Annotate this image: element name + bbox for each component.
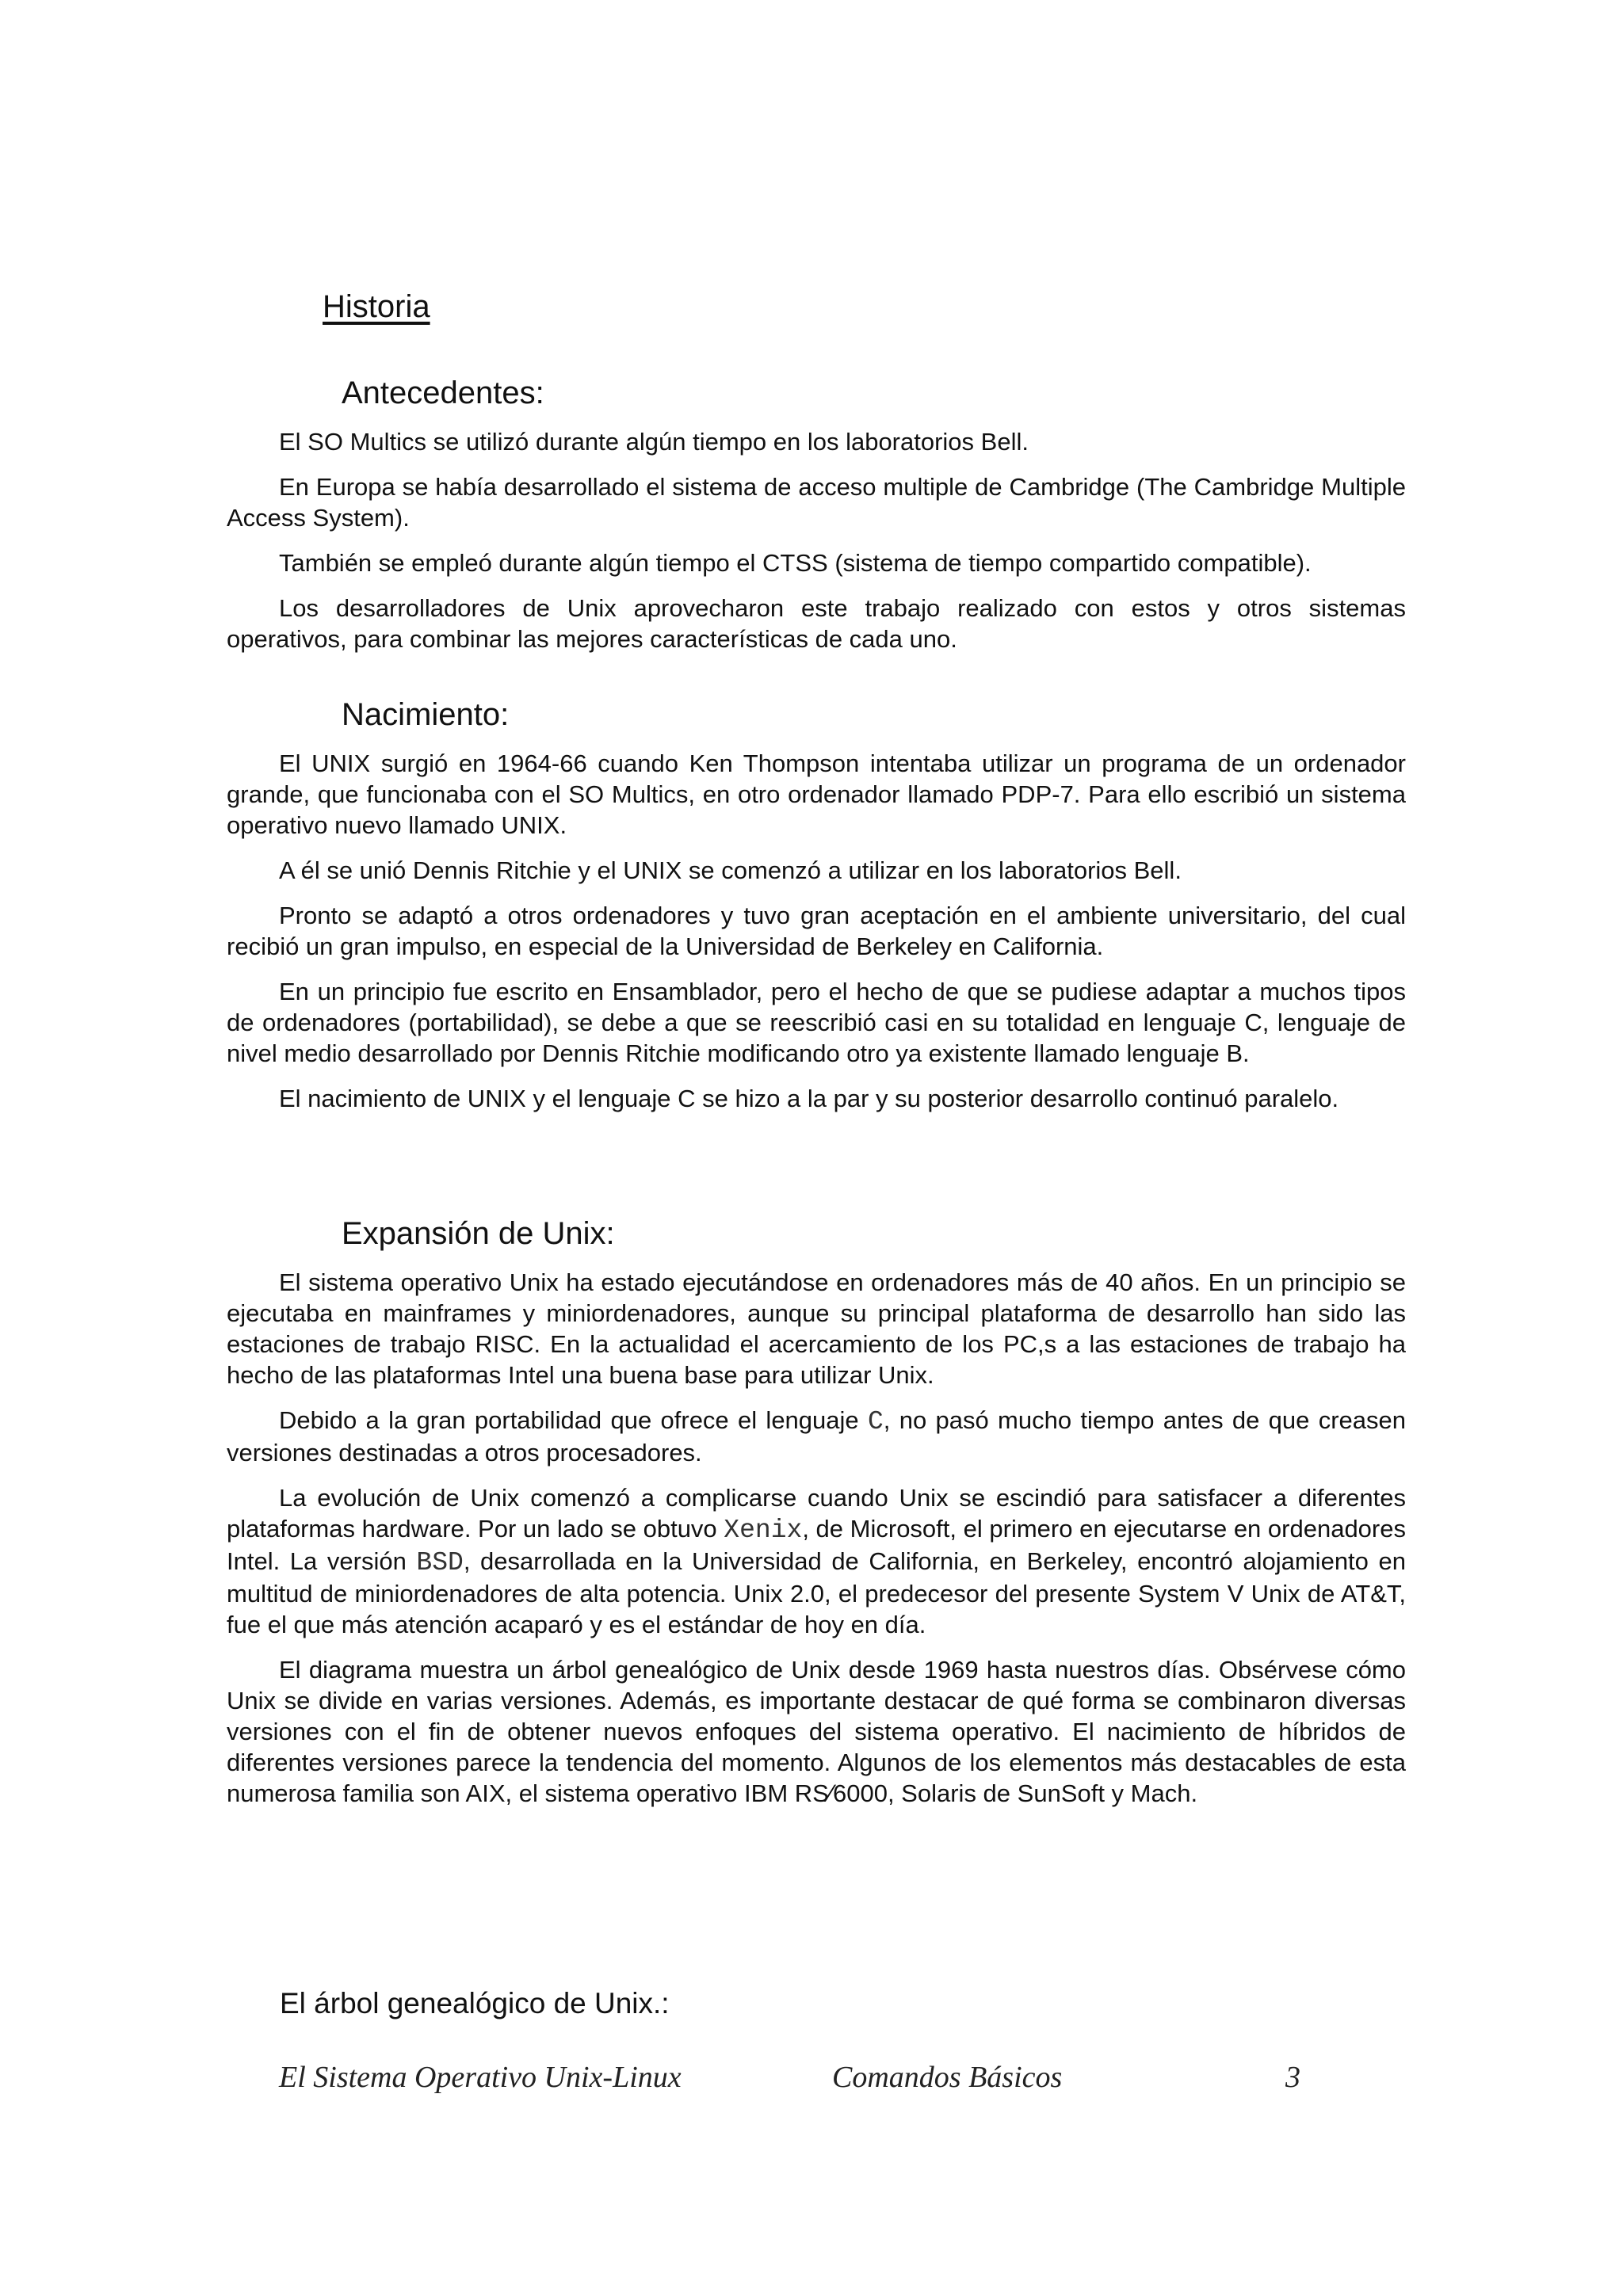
text-fragment: , no pasó mucho tiempo antes de que creasen versiones destinadas a otros procesadores.	[227, 1406, 1406, 1466]
paragraph	[227, 1405, 1406, 1468]
paragraph: A él se unió Dennis Ritchie y el UNIX se comenzó a utilizar en los laboratorios Bell.	[279, 856, 1182, 884]
code-term: C	[867, 1407, 884, 1436]
footer-title: El Sistema Operativo Unix-Linux	[279, 2061, 682, 2094]
text-fragment: , de Microsoft, el primero en ejecutarse en ordenadores Intel. La versión	[227, 1515, 1406, 1575]
section-antecedentes	[227, 374, 1406, 669]
paragraph: El UNIX surgió en 1964-66 cuando Ken Thompson intentaba utilizar un programa de un ordenador grande, que funcionaba con el SO Multics, en otro ordenador llamado PDP-7. Para ello escribió un sistema operativo nuevo llamado UNIX.	[227, 749, 1406, 839]
page-title: Historia	[323, 289, 430, 324]
paragraph: Pronto se adaptó a otros ordenadores y tuvo gran aceptación en el ambiente universitario, del cual recibió un gran impulso, en especial de la Universidad de Berkeley en California.	[227, 902, 1406, 960]
paragraph: El diagrama muestra un árbol genealógico de Unix desde 1969 hasta nuestros días. Obsérvese cómo Unix se divide en varias versiones. Además, es importante destacar de qué forma se combinaron diversas versiones con el fin de obtener nuevos enfoques del sistema operativo. El nacimiento de híbridos de diferentes versiones parece la tendencia del momento. Algunos de los elementos más destacables de esta numerosa familia son AIX, el sistema operativo IBM RS∕6000, Solaris de SunSoft y Mach.	[227, 1656, 1406, 1807]
code-term: Xenix	[724, 1516, 803, 1545]
paragraph: También se empleó durante algún tiempo el CTSS (sistema de tiempo compartido compatible).	[279, 549, 1312, 577]
section-heading-nacimiento: Nacimiento:	[342, 697, 510, 732]
paragraph: El SO Multics se utilizó durante algún tiempo en los laboratorios Bell.	[279, 428, 1029, 456]
paragraph: El sistema operativo Unix ha estado ejecutándose en ordenadores más de 40 años. En un principio se ejecutaba en mainframes y miniordenadores, aunque su principal plataforma de desarrollo han sido las estaciones de trabajo RISC. En la actualidad el acercamiento de los PC,s a las estaciones de trabajo ha hecho de las plataformas Intel una buena base para utilizar Unix.	[227, 1268, 1406, 1389]
paragraph: Los desarrolladores de Unix aprovecharon este trabajo realizado con estos y otros sistemas operativos, para combinar las mejores características de cada uno.	[227, 594, 1406, 653]
paragraph: En un principio fue escrito en Ensamblador, pero el hecho de que se pudiese adaptar a muchos tipos de ordenadores (portabilidad), se debe a que se reescribió casi en su totalidad en lenguaje C, lenguaje de nivel medio desarrollado por Dennis Ritchie modificando otro ya existente llamado lenguaje B.	[227, 978, 1406, 1067]
text-fragment: , desarrollada en la Universidad de California, en Berkeley, encontró alojamiento en multitud de miniordenadores de alta potencia. Unix 2.0, el predecesor del presente System V Unix de AT&T, fue el que más atención acaparó y es el estándar de hoy en día.	[227, 1547, 1406, 1638]
footer-subtitle: Comandos Básicos	[832, 2061, 1063, 2094]
section-heading-antecedentes: Antecedentes:	[342, 376, 544, 410]
text-fragment: Debido a la gran portabilidad que ofrece el lenguaje	[279, 1406, 868, 1434]
paragraph: En Europa se había desarrollado el sistema de acceso multiple de Cambridge (The Cambridge Multiple Access System).	[227, 473, 1406, 532]
paragraph	[227, 1482, 1406, 1640]
code-term: BSD	[416, 1548, 464, 1577]
text-fragment: La evolución de Unix comenzó a complicarse cuando Unix se escindió para satisfacer a diferentes plataformas hardware. Por un lado se obtuvo	[227, 1484, 1406, 1543]
section-heading-expansion: Expansión de Unix:	[342, 1216, 615, 1251]
page-number: 3	[1285, 2061, 1300, 2094]
section-nacimiento	[227, 696, 1406, 1128]
section-expansion	[227, 1215, 1406, 1823]
paragraph: El nacimiento de UNIX y el lenguaje C se hizo a la par y su posterior desarrollo continuó paralelo.	[279, 1085, 1339, 1112]
tree-caption: El árbol genealógico de Unix.:	[280, 1987, 670, 2019]
